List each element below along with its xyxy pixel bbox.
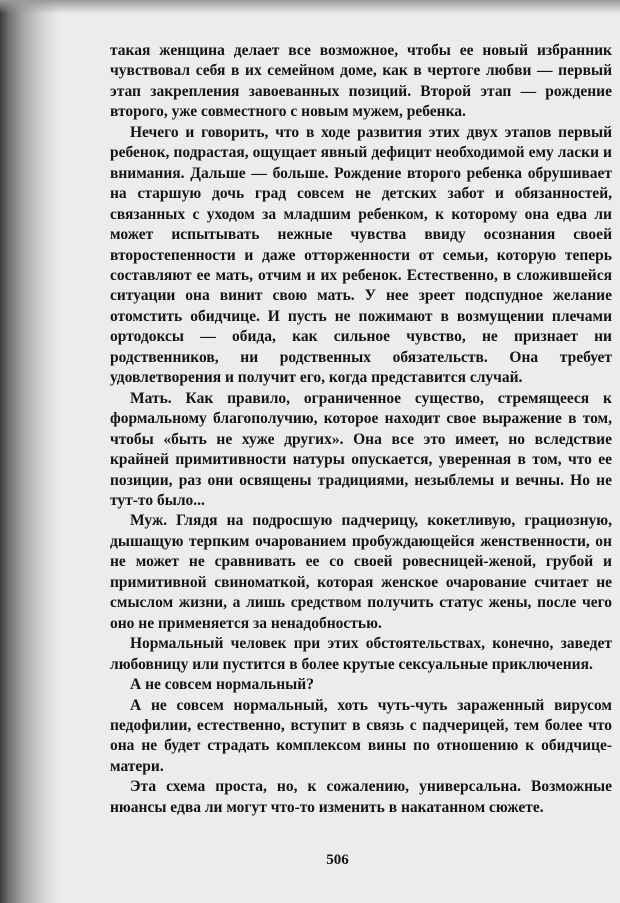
- paragraph: Эта схема проста, но, к сожалению, универсальна. Возможные нюансы едва ли могут что-то изменить в накатанном сюжете.: [110, 778, 612, 816]
- paragraph: Нечего и говорить, что в ходе развития этих двух этапов первый ребенок, подрастая, ощущает явный дефицит необходимой ему ласки и внимания. Дальше — больше. Рождение второго ребенка обрушивает на старшую дочь град совсем не детских забот и обязанностей, связанных с уходом за младшим ребенком, к которому она едва ли может испытывать нежные чувства ввиду осознания своей второстепенности и даже отторженности от семьи, которую теперь составляют ее мать, отчим и их ребенок. Естественно, в сложившейся ситуации она винит свою мать. У нее зреет подспудное желание отомстить обидчице. И пусть не пожимают в возмущении плечами ортодоксы — обида, как сильное чувство, не признает ни родственников, ни родственных обязательств. Она требует удовлетворения и получит его, когда представится случай.: [110, 123, 612, 387]
- paragraph: Нормальный человек при этих обстоятельствах, конечно, заведет любовницу или пустится в более крутые сексуальные приключения.: [110, 635, 612, 673]
- top-edge-shadow: [0, 0, 620, 14]
- paragraph: А не совсем нормальный?: [130, 676, 314, 694]
- paragraph: Мать. Как правило, ограниченное существо, стремящееся к формальному благополучию, которое находит свое выражение в том, чтобы «быть не хуже других». Она все это имеет, но вследствие крайней примитивности натуры опускается, уверенная в том, что ее позиции, раз они освящены традициями, незыблемы и вечны. Но не тут-то было...: [110, 389, 612, 509]
- body-text: [110, 41, 612, 818]
- paragraph: Муж. Глядя на подросшую падчерицу, кокетливую, грациозную, дышащую терпким очарованием пробуждающейся женственности, он не может не сравнивать ее со своей ровесницей-женой, грубой и примитивной свиноматкой, которая женское очарование считает не смыслом жизни, а лишь средством получить статус жены, после чего оно не применяется за ненадобностью.: [110, 512, 612, 632]
- paragraph: А не совсем нормальный, хоть чуть-чуть зараженный вирусом педофилии, естественно, вступит в связь с падчерицей, тем более что она не будет страдать комплексом вины по отношению к обидчице-матери.: [110, 696, 612, 775]
- binding-shadow: [0, 0, 60, 903]
- paragraph: такая женщина делает все возможное, чтобы ее новый избранник чувствовал себя в их семейном доме, как в чертоге любви — первый этап закрепления завоеванных позиций. Второй этап — рождение второго, уже совместного с новым мужем, ребенка.: [110, 42, 612, 121]
- page-number: 506: [326, 852, 349, 868]
